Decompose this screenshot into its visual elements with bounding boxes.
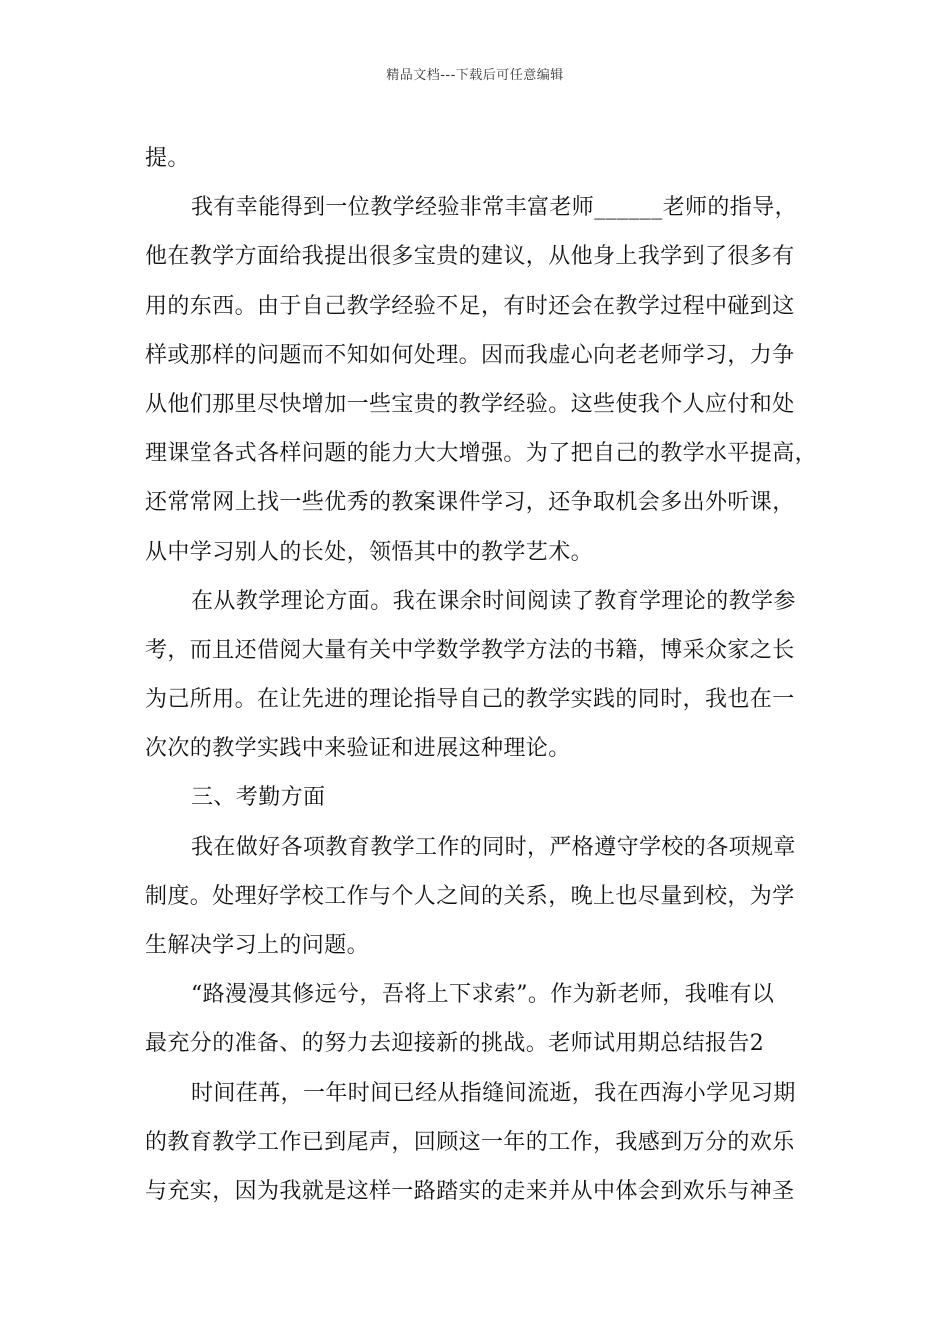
text-line: 在从教学理论方面。我在课余时间阅读了教育学理论的教学参 — [191, 588, 796, 614]
text-line: 与充实，因为我就是这样一路踏实的走来并从中体会到欢乐与神圣 — [145, 1178, 795, 1204]
text-line: “路漫漫其修远兮，吾将上下求索”。作为新老师，我唯有以 — [191, 982, 775, 1008]
text-line: 三、考勤方面 — [191, 785, 326, 811]
text-line: 的教育教学工作已到尾声，回顾这一年的工作，我感到万分的欢乐 — [145, 1129, 795, 1155]
text-line: 用的东西。由于自己教学经验不足，有时还会在教学过程中碰到这 — [145, 293, 795, 319]
text-line: 为己所用。在让先进的理论指导自己的教学实践的同时，我也在一 — [145, 687, 795, 713]
text-line: 样或那样的问题而不知如何处理。因而我虚心向老老师学习，力争 — [145, 342, 795, 368]
text-line: 考，而且还借阅大量有关中学数学教学方法的书籍，博采众家之长 — [145, 637, 795, 663]
text-line: 我有幸能得到一位教学经验非常丰富老师______老师的指导， — [191, 195, 798, 221]
text-line: 提。 — [145, 146, 190, 171]
text-line: 从他们那里尽快增加一些宝贵的教学经验。这些使我个人应付和处 — [145, 391, 795, 417]
text-line: 还常常网上找一些优秀的教案课件学习，还争取机会多出外听课， — [145, 490, 795, 516]
text-line: 最充分的准备、的努力去迎接新的挑战。老师试用期总结报告2 — [145, 1031, 765, 1057]
text-line: 我在做好各项教育教学工作的同时，严格遵守学校的各项规章 — [191, 834, 796, 860]
text-line: 他在教学方面给我提出很多宝贵的建议，从他身上我学到了很多有 — [145, 244, 795, 270]
text-line: 制度。处理好学校工作与个人之间的关系，晚上也尽量到校，为学 — [145, 883, 795, 909]
text-line: 理课堂各式各样问题的能力大大增强。为了把自己的教学水平提高， — [145, 441, 818, 467]
document-body — [145, 134, 825, 1216]
text-line: 从中学习别人的长处，领悟其中的教学艺术。 — [145, 539, 594, 565]
page-header: 精品文档---下载后可任意编辑 — [386, 68, 564, 83]
text-line: 次次的教学实践中来验证和进展这种理论。 — [145, 736, 571, 762]
text-line: 生解决学习上的问题。 — [145, 933, 370, 958]
text-line: 时间荏苒，一年时间已经从指缝间流逝，我在西海小学见习期 — [191, 1080, 796, 1106]
